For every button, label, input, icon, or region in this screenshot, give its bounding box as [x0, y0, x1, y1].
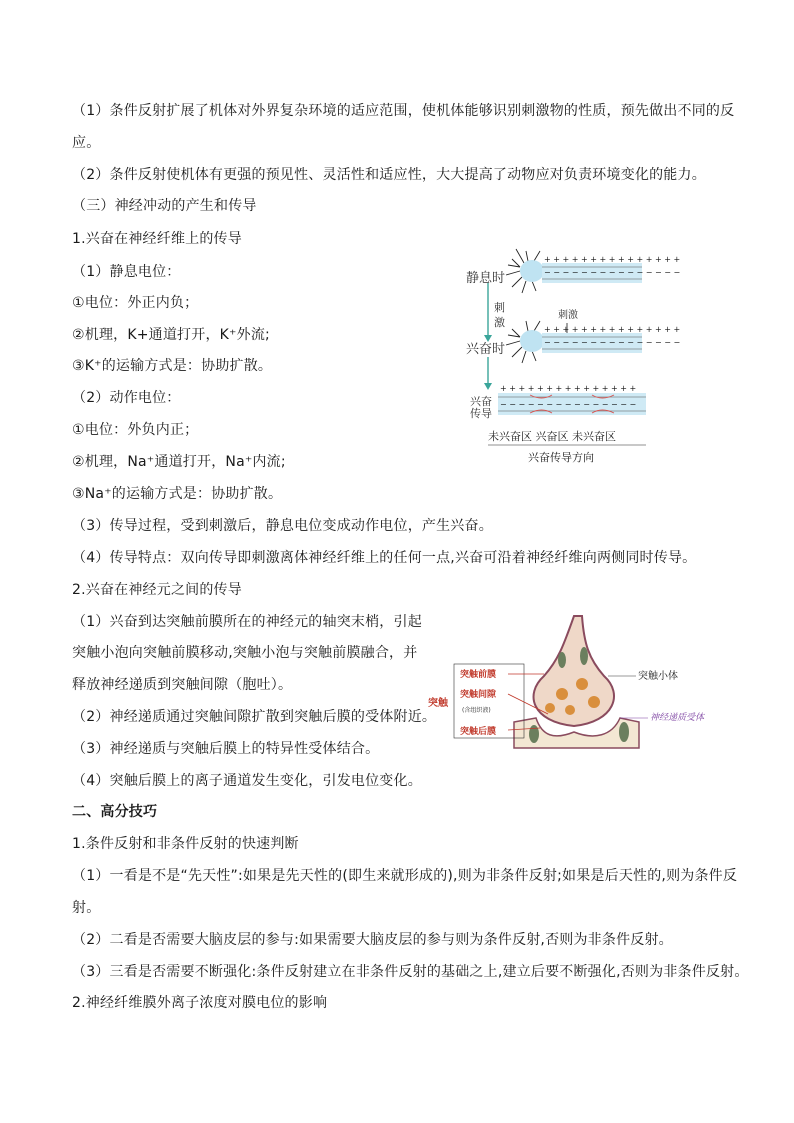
text-line: 射。 — [72, 900, 101, 916]
text-line: （4）传导特点：双向传导即刺激离体神经纤维上的任何一点,兴奋可沿着神经纤维向两侧同时传导。 — [72, 550, 697, 566]
excited-label: 兴奋时 — [466, 342, 506, 357]
text-line: 突触小泡向突触前膜移动,突触小泡与突触前膜融合，并 — [72, 645, 418, 661]
text-line: （3）传导过程，受到刺激后，静息电位变成动作电位，产生兴奋。 — [72, 518, 493, 534]
synapse-label: 突触 — [428, 698, 448, 709]
excited-neuron — [506, 321, 680, 363]
text-line: （2）动作电位： — [72, 390, 181, 406]
text-line: ①电位：外正内负； — [72, 295, 199, 311]
text-line: （2）条件反射使机体有更强的预见性、灵活性和适应性，大大提高了动物应对负责环境变化的能力。 — [72, 167, 706, 183]
section-heading: 二、高分技巧 — [72, 804, 158, 820]
text-line: （1）兴奋到达突触前膜所在的神经元的轴突末梢，引起 — [72, 614, 422, 630]
text-line: （3）神经递质与突触后膜上的特异性受体结合。 — [72, 741, 380, 757]
conduct-label-2: 传导 — [470, 407, 492, 420]
stimulus-arrow-label-2: 激 — [494, 316, 505, 329]
conduction-minus-row: − − − − − − − − − − − − − − − — [500, 400, 637, 409]
resting-minus-row: − − − − − − − − − − − − − − − — [544, 268, 681, 277]
subsection-heading: 1.条件反射和非条件反射的快速判断 — [72, 836, 299, 852]
subsection-heading: 2.兴奋在神经元之间的传导 — [72, 582, 242, 598]
pre-membrane-label: 突触前膜 — [460, 670, 497, 680]
cleft-label: 突触间隙 — [460, 690, 497, 700]
text-line: （2）神经递质通过突触间隙扩散到突触后膜的受体附近。 — [72, 709, 437, 725]
resting-plus-row: + + + + + + + + + + + + + + + — [544, 255, 681, 264]
text-line: （4）突触后膜上的离子通道发生变化，引发电位变化。 — [72, 773, 422, 789]
section-heading: （三）神经冲动的产生和传导 — [72, 198, 257, 214]
subsection-heading: 2.神经纤维膜外离子浓度对膜电位的影响 — [72, 995, 328, 1011]
resting-label: 静息时 — [466, 271, 506, 286]
text-line: （1）静息电位： — [72, 264, 181, 280]
conduction-plus-row: + + + + + + + + + + + + + + + — [500, 384, 637, 393]
conduction-fiber — [498, 384, 646, 415]
text-line: ③K⁺的运输方式是：协助扩散。 — [72, 358, 273, 374]
zones-label: 未兴奋区 兴奋区 未兴奋区 — [488, 430, 616, 443]
text-line: （1）条件反射扩展了机体对外界复杂环境的适应范围，使机体能够识别刺激物的性质，预先做出不同的反 — [72, 103, 735, 119]
text-line: （2）二看是否需要大脑皮层的参与:如果需要大脑皮层的参与则为条件反射,否则为非条件反射。 — [72, 932, 673, 948]
post-membrane-label: 突触后膜 — [460, 727, 497, 737]
text-line: 释放神经递质到突触间隙（胞吐）。 — [72, 677, 293, 693]
text-line: （3）三看是否需要不断强化:条件反射建立在非条件反射的基础之上,建立后要不断强化,否则为非条件反射。 — [72, 964, 749, 980]
stimulus-arrow-label-1: 刺 — [494, 301, 505, 314]
text-line: ②机理，K+通道打开，K⁺外流; — [72, 327, 270, 343]
conduct-label-1: 兴奋 — [470, 395, 492, 408]
text-line: ②机理，Na⁺通道打开，Na⁺内流; — [72, 454, 286, 470]
subsection-heading: 1.兴奋在神经纤维上的传导 — [72, 231, 242, 247]
text-line: 应。 — [72, 135, 101, 151]
text-line: ③Na⁺的运输方式是：协助扩散。 — [72, 486, 283, 502]
bouton-label: 突触小体 — [638, 671, 678, 682]
tissue-fluid-label: (含组织液) — [462, 707, 491, 714]
excited-plus-row: + + + + + + + + + + + + + + + — [544, 325, 681, 334]
text-line: （1）一看是不是“先天性”:如果是先天性的(即生来就形成的),则为非条件反射;如果是后天性的,则为条件反 — [72, 868, 738, 884]
receptor-label: 神经递质受体 — [650, 713, 705, 723]
direction-label: 兴奋传导方向 — [528, 451, 594, 464]
stimulus-label: 刺激 — [558, 310, 578, 321]
synapse-figure — [424, 614, 724, 750]
excited-minus-row: − − − − − − − − − − − − − − − — [544, 338, 681, 347]
resting-neuron — [506, 249, 680, 293]
text-line: ①电位：外负内正； — [72, 422, 199, 438]
nerve-conduction-figure — [462, 245, 681, 467]
